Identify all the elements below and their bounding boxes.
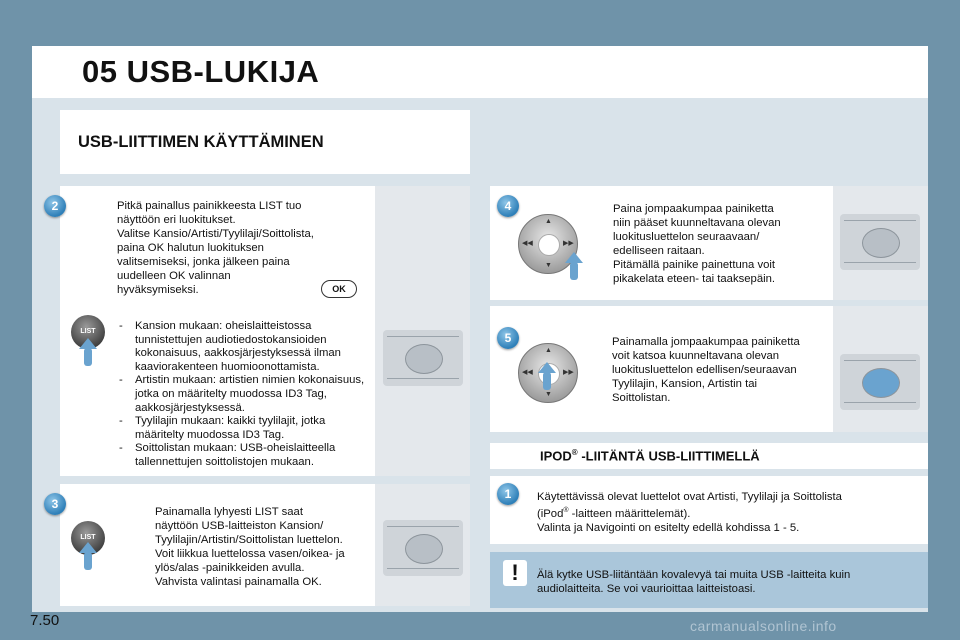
text-line: Voit liikkua luettelossa vasen/oikea- ja	[155, 548, 345, 560]
ipod-line2-end: -laitteen määrittelemät).	[568, 507, 691, 520]
text-line: Vahvista valintasi painamalla OK.	[155, 576, 322, 588]
text-line: Painamalla jompaakumpaa painiketta	[612, 336, 800, 348]
radio-console-icon	[383, 330, 463, 386]
list-item: - Kansion mukaan: oheislaitteistossa tunnistettujen audiotiedostokansioiden kokonaisuus, aakkosjärjestyksessä ilman kaaviorakenteen huomioonottamista.	[117, 320, 372, 374]
text-line: Painamalla lyhyesti LIST saat	[155, 506, 303, 518]
ipod-section-title	[540, 448, 760, 463]
text-line: näyttöön eri luokitukset.	[117, 214, 236, 226]
finger-press-icon	[84, 348, 92, 366]
text-line: uudelleen OK valinnan	[117, 270, 231, 282]
text-line: valitsemiseksi, jonka jälkeen paina	[117, 256, 290, 268]
text-line: hyväksymiseksi.	[117, 284, 199, 296]
text-line: edelliseen raitaan.	[613, 245, 705, 257]
ok-button-icon: OK	[321, 280, 357, 298]
ipod-title-text: IPOD	[540, 448, 572, 464]
warning-icon: !	[503, 560, 527, 586]
list-button-icon: LIST	[71, 315, 105, 349]
step-3-badge: 3	[44, 493, 66, 515]
text-line: Tyylilajin, Kansion, Artistin tai	[612, 378, 758, 390]
text-line: luokitusluettelon seuraavaan/	[613, 231, 760, 243]
text-line	[537, 504, 922, 521]
step-4-badge: 4	[497, 195, 519, 217]
text-line: Tyylilajin/Artistin/Soittolistan luettelon.	[155, 534, 343, 546]
ipod-text	[537, 490, 922, 535]
watermark: carmanualsonline.info	[690, 618, 837, 634]
text-line: Soittolistan.	[612, 392, 671, 404]
text-line: paina OK halutun luokituksen	[117, 242, 264, 254]
navigation-dpad-icon: ▲ ▼ ◀◀ ▶▶	[518, 343, 578, 403]
page-number: 7.50	[30, 612, 60, 629]
registered-mark: ®	[571, 448, 578, 457]
section-title: USB-LIITTIMEN KÄYTTÄMINEN	[78, 133, 324, 151]
navigation-dpad-icon: ▲ ▼ ◀◀ ▶▶	[518, 214, 578, 274]
text-line: näyttöön USB-laitteiston Kansion/	[155, 520, 324, 532]
warning-text	[537, 568, 922, 596]
text-line: Valitse Kansio/Artisti/Tyylilaji/Soittolista,	[117, 228, 314, 240]
ipod-step-badge: 1	[497, 483, 519, 505]
text-line: Valinta ja Navigointi on esitelty edellä kohdissa 1 - 5.	[537, 521, 800, 534]
text-line: Pitkä painallus painikkeesta LIST tuo	[117, 200, 302, 212]
finger-press-icon	[84, 552, 92, 570]
text-line: Pitämällä painike painettuna voit	[613, 259, 776, 271]
ipod-line2-start: (iPod	[537, 507, 564, 520]
step-2-badge: 2	[44, 195, 66, 217]
ipod-title-suffix: -LIITÄNTÄ USB-LIITTIMELLÄ	[577, 448, 760, 464]
text-line: audiolaitteita. Se voi vaurioittaa laitteistoasi.	[537, 583, 756, 595]
list-item: - Soittolistan mukaan: USB-oheislaitteella tallennettujen soittolistojen mukaan.	[117, 442, 372, 469]
list-item: - Tyylilajin mukaan: kaikki tyylilajit, jotka määritelty muodossa ID3 Tag.	[117, 415, 372, 442]
radio-console-icon	[840, 354, 920, 410]
registered-mark: ®	[563, 507, 569, 514]
step-5-text	[612, 335, 830, 405]
text-line: ylös/alas -painikkeiden avulla.	[155, 562, 305, 574]
step-4-text	[613, 202, 828, 286]
radio-console-icon	[840, 214, 920, 270]
text-line: Älä kytke USB-liitäntään kovalevyä tai muita USB -laitteita kuin	[537, 569, 851, 581]
finger-press-icon	[570, 262, 578, 280]
chapter-title: 05 USB-LUKIJA	[82, 54, 320, 89]
list-button-icon: LIST	[71, 521, 105, 555]
text-line: pikakelata eteen- tai taaksepäin.	[613, 273, 776, 285]
text-line: niin pääset kuunneltavana olevan	[613, 217, 781, 229]
step-2-bullet-list	[117, 320, 372, 470]
radio-console-icon	[383, 520, 463, 576]
text-line: Paina jompaakumpaa painiketta	[613, 203, 774, 215]
text-line: luokitusluettelon edellisen/seuraavan	[612, 364, 797, 376]
text-line: Käytettävissä olevat luettelot ovat Artisti, Tyylilaji ja Soittolista	[537, 491, 842, 503]
step-3-text	[155, 505, 373, 589]
list-item: - Artistin mukaan: artistien nimien kokonaisuus, jotka on määritelty muodossa ID3 Tag, aakkosjärjestyksessä.	[117, 374, 372, 415]
step-5-badge: 5	[497, 327, 519, 349]
finger-press-icon	[543, 372, 551, 390]
text-line: voit katsoa kuunneltavana olevan	[612, 350, 780, 362]
